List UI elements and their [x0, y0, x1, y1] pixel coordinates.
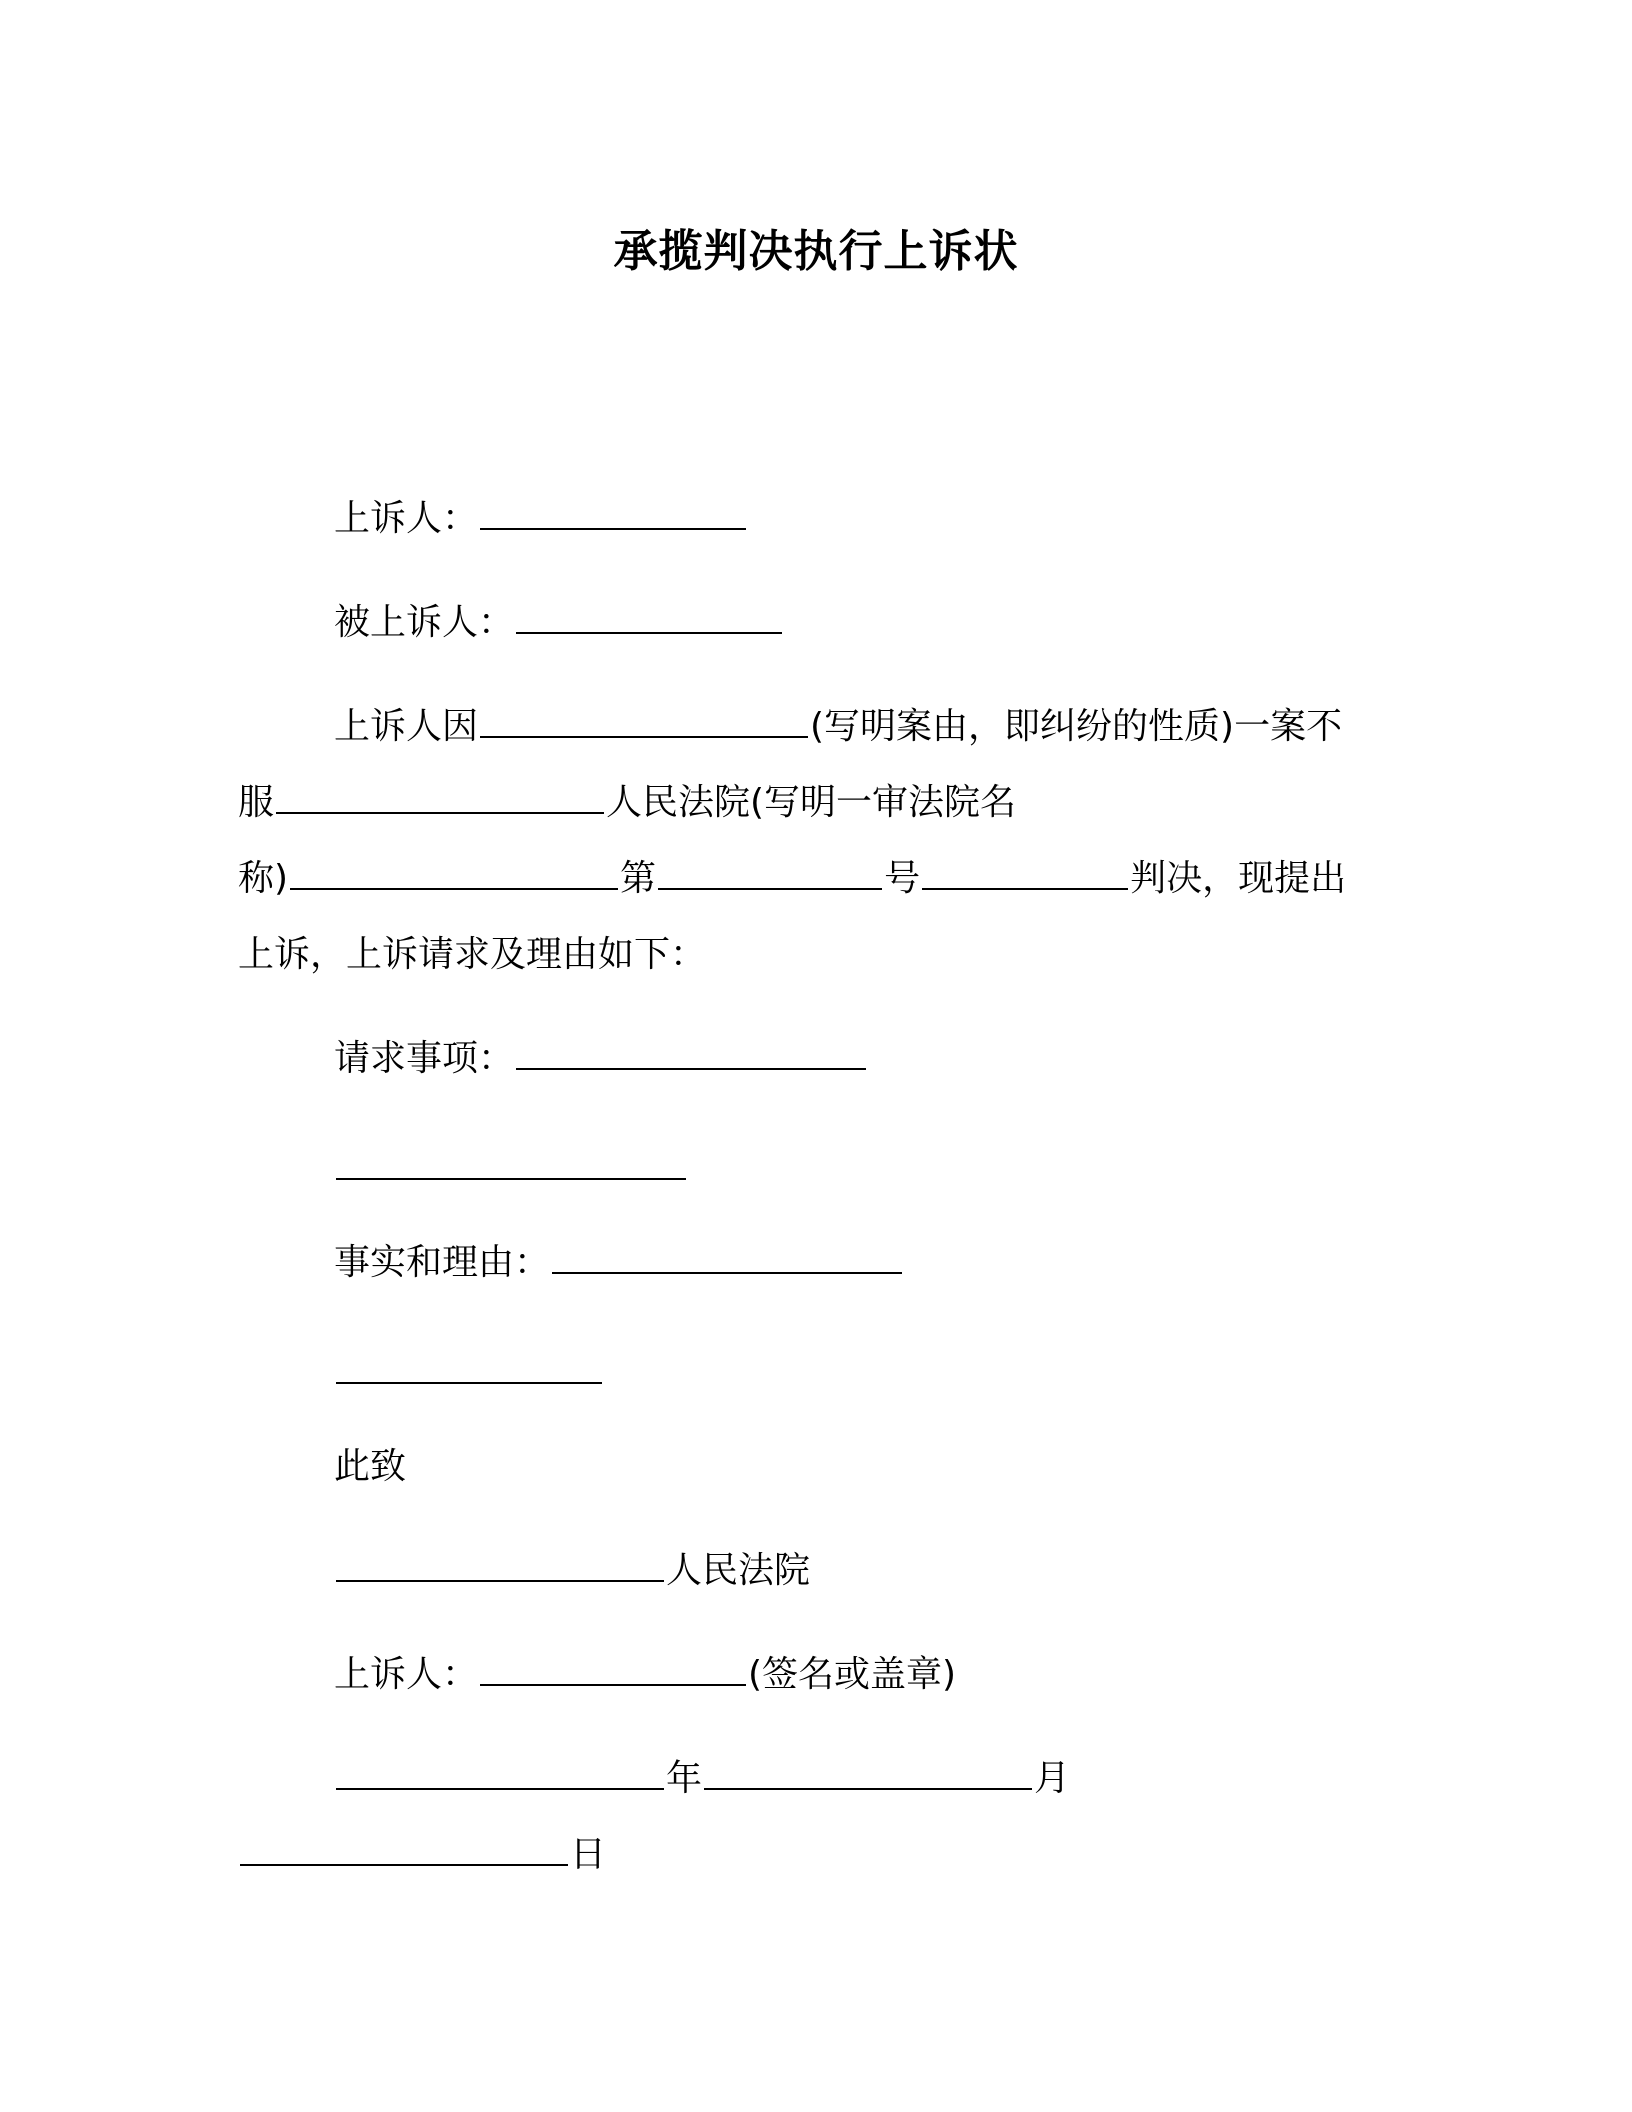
case-cause-blank: [480, 702, 808, 738]
month-label: 月: [1034, 1758, 1071, 1799]
facts-continuation-blank: [336, 1348, 602, 1384]
body-p1-note: (写明案由，即纠纷的性质)一案不: [810, 706, 1343, 747]
facts-line: [334, 1238, 904, 1288]
case-number-blank: [658, 854, 882, 890]
year-blank: [336, 1754, 664, 1790]
body-p2-note: 人民法院(写明一审法院名: [606, 782, 1017, 823]
day-line: [238, 1830, 606, 1880]
body-p3-hao: 号: [884, 858, 921, 899]
appellee-label: 被上诉人：: [334, 602, 515, 643]
claims-line: [334, 1034, 868, 1084]
date-line: [334, 1754, 1070, 1804]
signature-blank: [480, 1650, 746, 1686]
document-title: 承揽判决执行上诉状: [613, 226, 1019, 277]
body-line-4: [238, 930, 706, 980]
court-name-blank: [336, 1546, 664, 1582]
court-suffix: 人民法院: [666, 1550, 811, 1591]
body-p1-start: 上诉人因: [334, 706, 479, 747]
day-blank: [240, 1830, 568, 1866]
claims-blank: [516, 1034, 866, 1070]
body-line-2: [238, 778, 1016, 828]
first-court-blank: [276, 778, 604, 814]
month-blank: [704, 1754, 1032, 1790]
claims-continuation-line: [334, 1144, 688, 1194]
body-p4: 上诉，上诉请求及理由如下：: [238, 934, 707, 975]
year-label: 年: [666, 1758, 703, 1799]
day-label: 日: [570, 1834, 607, 1875]
signature-note: (签名或盖章): [748, 1654, 957, 1695]
case-year-blank: [290, 854, 618, 890]
facts-label: 事实和理由：: [334, 1242, 551, 1283]
court-line: [334, 1546, 810, 1596]
body-line-1: [334, 702, 1342, 752]
appellant-line: [334, 494, 748, 544]
appellee-line: [334, 598, 784, 648]
claims-continuation-blank: [336, 1144, 686, 1180]
body-p3-end: 判决，现提出: [1130, 858, 1347, 899]
facts-continuation-line: [334, 1348, 604, 1398]
claims-label: 请求事项：: [334, 1038, 515, 1079]
signature-line: [334, 1650, 956, 1700]
closing-line: [334, 1442, 406, 1492]
appellee-blank: [516, 598, 782, 634]
body-p3-di: 第: [620, 858, 657, 899]
closing-text: 此致: [334, 1446, 407, 1487]
body-p2-start: 服: [238, 782, 275, 823]
facts-blank: [552, 1238, 902, 1274]
signature-label: 上诉人：: [334, 1654, 479, 1695]
appellant-label: 上诉人：: [334, 498, 479, 539]
judgment-type-blank: [922, 854, 1128, 890]
body-p3-start: 称): [238, 858, 289, 899]
appellant-blank: [480, 494, 746, 530]
body-line-3: [238, 854, 1346, 904]
